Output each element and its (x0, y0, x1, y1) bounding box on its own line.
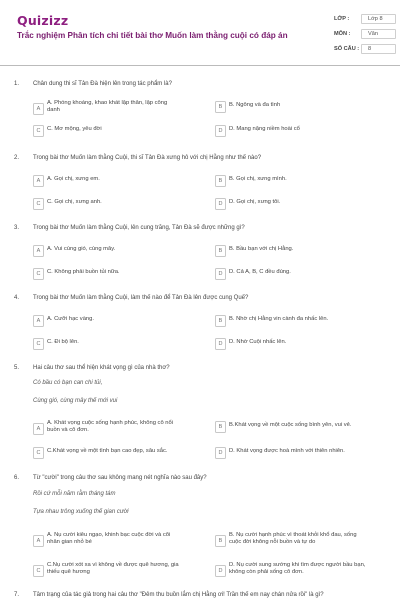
option-letter-badge: A (33, 103, 44, 115)
meta-subject-value: Văn (368, 31, 378, 37)
option-text: C. Đi bộ lên. (47, 339, 79, 345)
answer-option-c[interactable] (33, 268, 203, 281)
question-number: 1. (14, 81, 20, 87)
option-letter-badge: B (215, 245, 226, 257)
meta-subject-box (361, 29, 396, 39)
option-text: D. Nhờ Cuội nhấc lên. (229, 339, 287, 345)
answer-option-a[interactable] (33, 175, 203, 188)
answer-option-b[interactable] (215, 245, 385, 258)
option-text: A. Khát vọng cuộc sống hạnh phúc, không cô nổi buồn và cô đơn. (47, 420, 174, 434)
option-letter-badge: D (215, 338, 226, 350)
meta-grade-label: LỚP : (334, 16, 350, 22)
option-letter-badge: D (215, 198, 226, 210)
option-letter-badge: A (33, 423, 44, 435)
option-letter-badge: B (215, 315, 226, 327)
answer-option-d[interactable] (215, 338, 385, 351)
option-letter-badge: B (215, 101, 226, 113)
option-text: C. Không phải buồn tủi nữa. (47, 269, 120, 275)
option-letter-badge: B (215, 535, 226, 547)
option-letter-badge: A (33, 245, 44, 257)
option-text: B. Ngông và đa tình (229, 102, 281, 108)
option-text: A. Vui cùng gió, cùng mây. (47, 246, 116, 252)
option-letter-badge: A (33, 315, 44, 327)
meta-count-box (361, 44, 396, 54)
answer-option-d[interactable] (215, 125, 385, 138)
option-letter-badge: C (33, 125, 44, 137)
answer-option-c[interactable] (33, 125, 203, 138)
answer-option-a[interactable] (33, 533, 203, 546)
option-text: A. Nụ cười kiêu ngạo, khinh bạc cuộc đời và cõi nhân gian nhỏ bé (47, 532, 171, 546)
option-text: A. Cưỡi hạc vàng. (47, 316, 94, 322)
question-text: Tâm trạng của tác giả trong hai câu thơ "Đêm thu buồn lắm chị Hằng ơi! Trần thế em nay chán nửa rồi" là gì? (33, 592, 324, 598)
answer-option-b[interactable] (215, 421, 385, 434)
question-quote-line: Tựa nhau trông xuống thế gian cười (33, 509, 129, 515)
option-text: B. Gọi chị, xưng mình. (229, 176, 287, 182)
answer-option-c[interactable] (33, 338, 203, 351)
option-text: A. Phóng khoáng, khao khát lập thân, lập công danh (47, 100, 168, 114)
option-letter-badge: D (215, 565, 226, 577)
option-text: B. Nụ cười hạnh phúc vì thoát khỏi khổ đau, sống cuộc đời không nỗi buồn và tự do (229, 532, 357, 546)
option-text: B.Khát vọng về một cuộc sống bình yên, vui vẻ. (229, 422, 352, 428)
option-letter-badge: D (215, 447, 226, 459)
option-text: C. Gọi chị, xưng anh. (47, 199, 102, 205)
option-text: D. Khát vọng được hoà mình với thiên nhiên. (229, 448, 345, 454)
answer-option-d[interactable] (215, 198, 385, 211)
question-number: 5. (14, 365, 20, 371)
quizizz-logo: Quizizz (17, 13, 69, 28)
option-letter-badge: A (33, 175, 44, 187)
answer-option-a[interactable] (33, 101, 203, 114)
option-letter-badge: A (33, 535, 44, 547)
meta-grade-value: Lớp 8 (368, 16, 383, 22)
option-letter-badge: D (215, 268, 226, 280)
answer-option-a[interactable] (33, 421, 203, 434)
question-quote-line: Rồi cứ mỗi năm rằm tháng tám (33, 491, 116, 497)
meta-count-label: SỐ CÂU : (334, 46, 360, 52)
answer-option-c[interactable] (33, 447, 203, 460)
answer-option-c[interactable] (33, 198, 203, 211)
option-letter-badge: C (33, 268, 44, 280)
question-text: Từ "cười" trong câu thơ sau không mang nét nghĩa nào sau đây? (33, 475, 207, 481)
answer-option-d[interactable] (215, 447, 385, 460)
answer-option-b[interactable] (215, 315, 385, 328)
question-quote-line: Cùng gió, cùng mây thế mới vui (33, 398, 118, 404)
answer-option-b[interactable] (215, 533, 385, 546)
option-letter-badge: C (33, 565, 44, 577)
option-text: D. Nụ cười sung sướng khi tìm được người bầu bạn, không còn phải sống cô đơn. (229, 562, 366, 576)
option-letter-badge: C (33, 198, 44, 210)
question-number: 7. (14, 592, 20, 598)
option-text: C. Mơ mộng, yêu đời (47, 126, 102, 132)
option-letter-badge: C (33, 447, 44, 459)
question-number: 2. (14, 155, 20, 161)
question-text: Trong bài thơ Muốn làm thằng Cuội, thi sĩ Tản Đà xưng hô với chị Hằng như thế nào? (33, 155, 262, 161)
question-text: Trong bài thơ Muốn làm thằng Cuội, làm thế nào để Tản Đà lên được cung Quế? (33, 295, 249, 301)
question-text: Trong bài thơ Muốn làm thằng Cuội, lên cung trăng, Tản Đà sẽ được những gì? (33, 225, 245, 231)
question-number: 4. (14, 295, 20, 301)
question-number: 6. (14, 475, 20, 481)
answer-option-b[interactable] (215, 175, 385, 188)
option-text: D. Cả A, B, C đều đúng. (229, 269, 291, 275)
option-letter-badge: D (215, 125, 226, 137)
option-text: B. Bầu bạn với chị Hằng. (229, 246, 294, 252)
question-text: Hai câu thơ sau thể hiện khát vọng gì của nhà thơ? (33, 365, 170, 371)
option-letter-badge: B (215, 421, 226, 433)
option-text: B. Nhờ chị Hằng vin cành đa nhấc lên. (229, 316, 329, 322)
answer-option-a[interactable] (33, 245, 203, 258)
option-letter-badge: B (215, 175, 226, 187)
meta-subject-label: MÔN : (334, 31, 351, 37)
question-number: 3. (14, 225, 20, 231)
answer-option-d[interactable] (215, 563, 385, 576)
answer-option-a[interactable] (33, 315, 203, 328)
header-divider (0, 65, 400, 66)
question-quote-line: Có bầu có bạn can chi tủi, (33, 380, 103, 386)
answer-option-d[interactable] (215, 268, 385, 281)
worksheet-header (0, 0, 400, 70)
option-text: C.Khát vọng về một tình bạn cao đẹp, sâu sắc. (47, 448, 168, 454)
option-text: C.Nụ cười xót xa vì không về được quê hương, gia thiếu quê hương (47, 562, 179, 576)
meta-count-value: 8 (368, 46, 372, 52)
answer-option-c[interactable] (33, 563, 203, 576)
answer-option-b[interactable] (215, 101, 385, 114)
option-text: D. Mang nặng niềm hoài cổ (229, 126, 300, 132)
option-letter-badge: C (33, 338, 44, 350)
option-text: D. Gọi chị, xưng tôi. (229, 199, 281, 205)
option-text: A. Gọi chị, xưng em. (47, 176, 100, 182)
worksheet-title: Trắc nghiệm Phân tích chi tiết bài thơ Muốn làm thằng cuội có đáp án (17, 31, 288, 40)
question-text: Chân dung thi sĩ Tản Đà hiện lên trong tác phẩm là? (33, 81, 172, 87)
